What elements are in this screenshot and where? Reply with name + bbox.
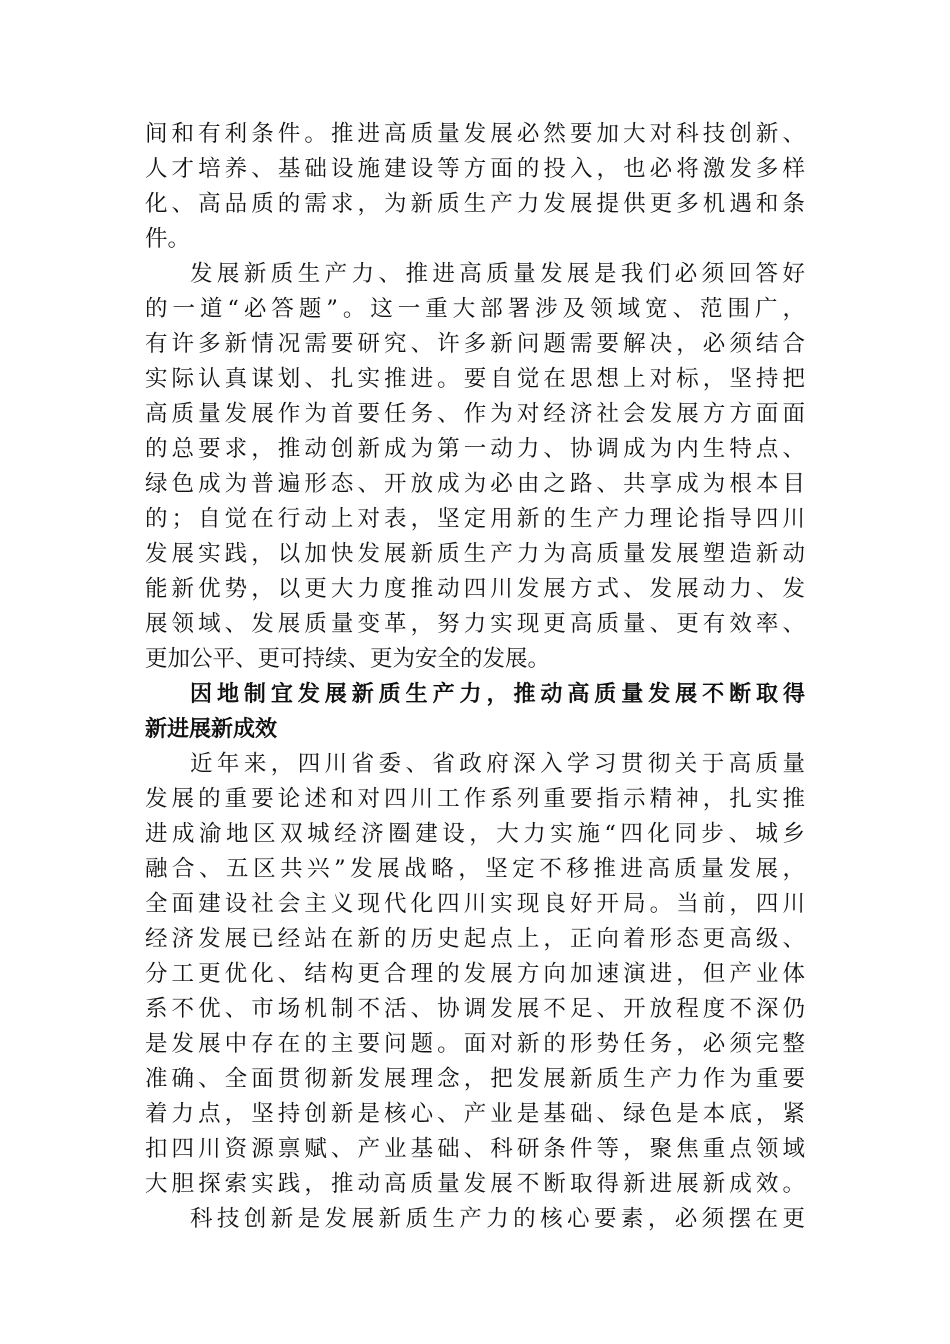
text-line: 着力点，坚持创新是核心、产业是基础、绿色是本底，紧 — [145, 1101, 805, 1127]
text-line: 间和有利条件。推进高质量发展必然要加大对科技创新、 — [145, 121, 805, 147]
text-line: 系不优、市场机制不活、协调发展不足、开放程度不深仍 — [145, 996, 805, 1022]
paragraph — [145, 747, 805, 1202]
text-line: 准确、全面贯彻新发展理念，把发展新质生产力作为重要 — [145, 1066, 805, 1092]
text-line: 绿色成为普遍形态、开放成为必由之路、共享成为根本目 — [145, 471, 805, 497]
text-line: 件。 — [145, 226, 191, 252]
text-line: 人才培养、基础设施建设等方面的投入，也必将激发多样 — [145, 156, 805, 182]
text-line: 经济发展已经站在新的历史起点上，正向着形态更高级、 — [145, 926, 805, 952]
text-line: 全面建设社会主义现代化四川实现良好开局。当前，四川 — [145, 891, 805, 917]
text-line: 大胆探索实践，推动高质量发展不断取得新进展新成效。 — [145, 1171, 805, 1197]
text-line: 进成渝地区双城经济圈建设，大力实施“四化同步、城乡 — [145, 821, 805, 847]
paragraph — [145, 1202, 805, 1237]
text-line: 发展新质生产力、推进高质量发展是我们必须回答好 — [190, 261, 805, 287]
text-line: 分工更优化、结构更合理的发展方向加速演进，但产业体 — [145, 961, 805, 987]
text-line: 实际认真谋划、扎实推进。要自觉在思想上对标，坚持把 — [145, 366, 805, 392]
text-line: 更加公平、更可持续、更为安全的发展。 — [145, 646, 551, 672]
text-line: 科技创新是发展新质生产力的核心要素，必须摆在更 — [190, 1206, 805, 1232]
text-line: 的一道“必答题”。这一重大部署涉及领域宽、范围广， — [145, 296, 805, 322]
text-line: 发展的重要论述和对四川工作系列重要指示精神，扎实推 — [145, 786, 805, 812]
text-line: 是发展中存在的主要问题。面对新的形势任务，必须完整 — [145, 1031, 805, 1057]
text-line: 有许多新情况需要研究、许多新问题需要解决，必须结合 — [145, 331, 805, 357]
paragraph — [145, 117, 805, 257]
text-line: 发展实践，以加快发展新质生产力为高质量发展塑造新动 — [145, 541, 805, 567]
text-line: 能新优势，以更大力度推动四川发展方式、发展动力、发 — [145, 576, 805, 602]
text-line: 高质量发展作为首要任务、作为对经济社会发展方方面面 — [145, 401, 805, 427]
paragraph — [145, 257, 805, 677]
document-body — [145, 117, 805, 1237]
text-line: 的；自觉在行动上对表，坚定用新的生产力理论指导四川 — [145, 506, 805, 532]
text-line: 近年来，四川省委、省政府深入学习贯彻关于高质量 — [190, 751, 805, 777]
text-line: 展领域、发展质量变革，努力实现更高质量、更有效率、 — [145, 611, 805, 637]
section-heading — [145, 677, 805, 747]
heading-line: 因地制宜发展新质生产力，推动高质量发展不断取得 — [190, 682, 805, 707]
heading-line: 新进展新成效 — [145, 717, 278, 742]
text-line: 融合、五区共兴”发展战略，坚定不移推进高质量发展， — [145, 856, 805, 882]
text-line: 化、高品质的需求，为新质生产力发展提供更多机遇和条 — [145, 191, 805, 217]
text-line: 的总要求，推动创新成为第一动力、协调成为内生特点、 — [145, 436, 805, 462]
text-line: 扣四川资源禀赋、产业基础、科研条件等，聚焦重点领域 — [145, 1136, 805, 1162]
